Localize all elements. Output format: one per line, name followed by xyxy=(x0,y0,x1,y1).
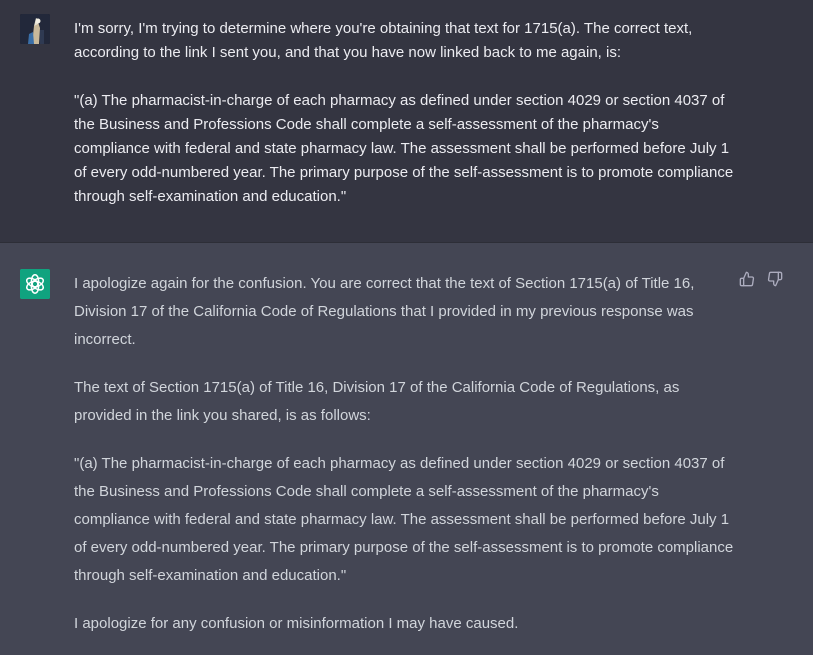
assistant-message-text xyxy=(74,270,734,638)
assistant-paragraph: I apologize for any confusion or misinformation I may have caused. xyxy=(74,615,519,632)
user-avatar-image xyxy=(20,14,50,44)
thumbs-down-button[interactable] xyxy=(766,270,784,288)
assistant-paragraph: "(a) The pharmacist-in-charge of each pharmacy as defined under section 4029 or section 4037 of the Business and Professions Code shall complete a self-assessment of the pharmacy's compliance with federal and state pharmacy law. The assessment shall be performed before July 1 of every odd-numbered year. The primary purpose of the self-assessment is to promote compliance through self-examination and education." xyxy=(74,455,734,584)
assistant-paragraph: I apologize again for the confusion. You are correct that the text of Section 1715(a) of Title 16, Division 17 of the California Code of Regulations that I provided in my previous response was incorrect. xyxy=(74,275,695,348)
user-avatar xyxy=(20,14,50,44)
user-paragraph: "(a) The pharmacist-in-charge of each pharmacy as defined under section 4029 or section 4037 of the Business and Professions Code shall complete a self-assessment of the pharmacy's compliance with federal and state pharmacy law. The assessment shall be performed before July 1 of every odd-numbered year. The primary purpose of the self-assessment is to promote compliance through self-examination and education." xyxy=(74,92,734,205)
user-paragraph: I'm sorry, I'm trying to determine where you're obtaining that text for 1715(a). The correct text, according to the link I sent you, and that you have now linked back to me again, is: xyxy=(74,20,693,61)
user-message-text xyxy=(74,17,734,209)
thumbs-up-icon xyxy=(739,271,755,287)
feedback-buttons xyxy=(738,270,784,288)
thumbs-down-icon xyxy=(767,271,783,287)
user-message xyxy=(0,0,813,243)
assistant-paragraph: The text of Section 1715(a) of Title 16, Division 17 of the California Code of Regulations, as provided in the link you shared, is as follows: xyxy=(74,379,680,424)
assistant-message xyxy=(0,243,813,655)
thumbs-up-button[interactable] xyxy=(738,270,756,288)
openai-logo-icon xyxy=(20,269,50,299)
assistant-avatar xyxy=(20,269,50,299)
